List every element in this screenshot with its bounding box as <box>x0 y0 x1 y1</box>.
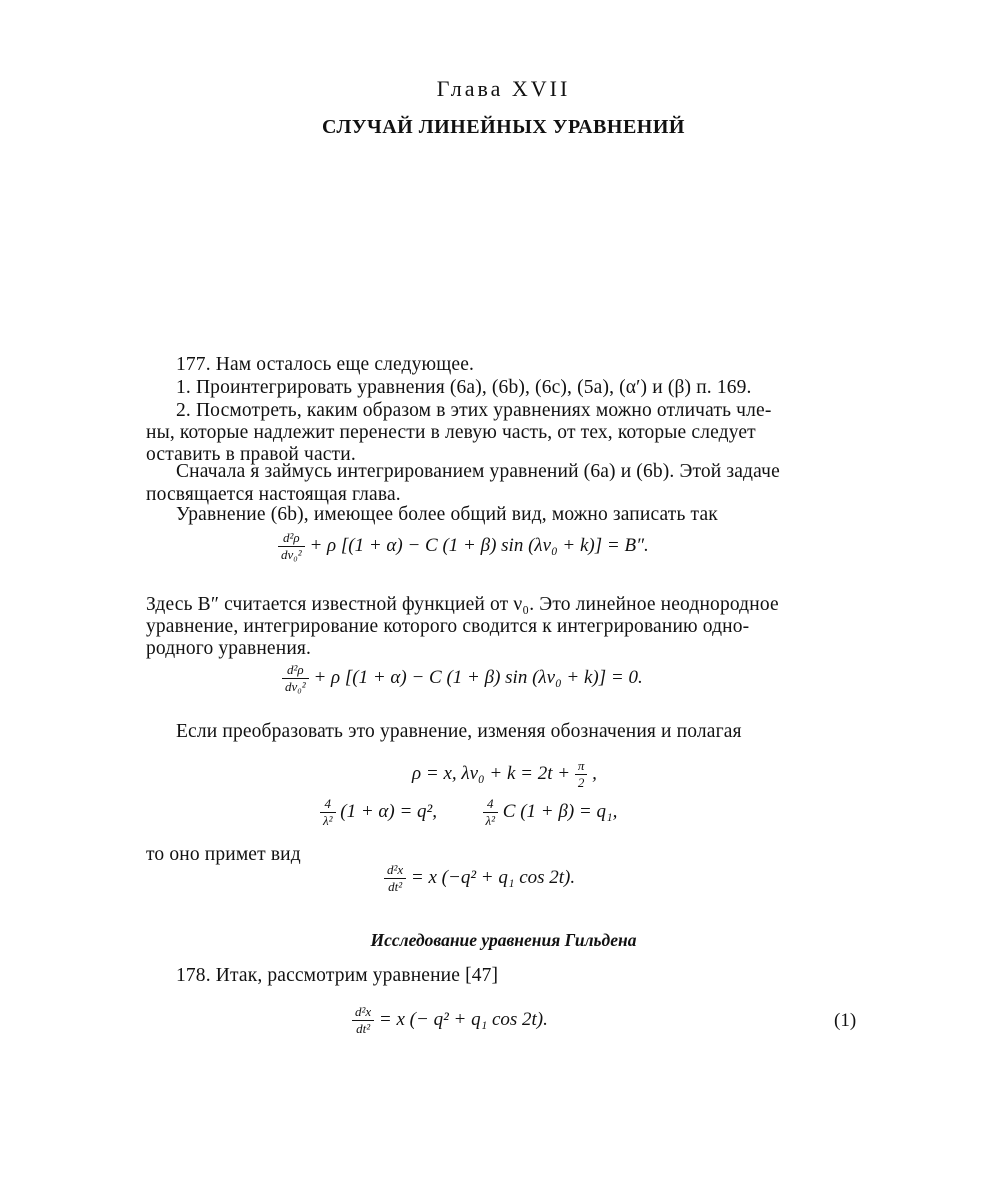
substitution-part-b: C (1 + β) = q₁, <box>502 800 618 822</box>
list-item-1: 1. Проинтегрировать уравнения (6а), (6b), (6с), (5а), (α′) и (β) п. 169. <box>176 377 752 398</box>
substitution-line-2 <box>320 796 617 829</box>
fraction-numerator: d²ρ <box>282 662 309 679</box>
fraction-denominator: λ² <box>485 813 496 828</box>
substitution-tail: , <box>592 762 597 784</box>
section-heading: Исследование уравнения Гильдена <box>370 930 637 950</box>
list-item-2-line-1: 2. Посмотреть, каким образом в этих уравнениях можно отличать чле- <box>176 400 772 421</box>
substitution-text: ρ = x, λν₀ + k = 2t + <box>412 762 571 784</box>
paragraph-here-line-2: уравнение, интегрирование которого сводится к интегрированию одно- <box>146 616 750 637</box>
equation-number: (1) <box>834 1010 857 1031</box>
substitution-part-a: (1 + α) = q², <box>340 800 437 822</box>
equation-2 <box>282 662 643 695</box>
fraction-denominator: 2 <box>577 775 585 790</box>
paragraph-first-line-2: посвящается настоящая глава. <box>146 484 401 505</box>
equation-rhs: = x (−q² + q₁ cos 2t). <box>410 866 576 888</box>
paragraph-here-line-1: Здесь B″ считается известной функцией от ν₀. Это линейное неоднородное <box>146 594 779 615</box>
fraction <box>320 796 336 829</box>
substitution-line-1 <box>412 758 597 791</box>
equation-rhs: = x (− q² + q₁ cos 2t). <box>378 1008 548 1030</box>
fraction-denominator: λ² <box>323 813 333 828</box>
fraction-numerator: 4 <box>320 796 336 813</box>
fraction <box>282 662 309 695</box>
equation-rhs: + ρ [(1 + α) − C (1 + β) sin (λν₀ + k)] = 0. <box>313 666 643 688</box>
fraction-pi-over-2 <box>575 758 588 791</box>
paragraph-177-intro: 177. Нам осталось еще следующее. <box>176 354 475 375</box>
fraction <box>278 530 305 563</box>
paragraph-178: 178. Итак, рассмотрим уравнение [47] <box>176 965 499 986</box>
list-item-2-line-2: ны, которые надлежит перенести в левую часть, от тех, которые следует <box>146 422 756 443</box>
fraction-numerator: d²ρ <box>278 530 305 547</box>
equation-rhs: + ρ [(1 + α) − C (1 + β) sin (λν₀ + k)] = B″. <box>309 534 649 556</box>
fraction-denominator: dν₀² <box>281 547 302 562</box>
list-item-2-line-3: оставить в правой части. <box>146 444 356 465</box>
equation-1 <box>278 530 649 563</box>
fraction-numerator: π <box>575 758 588 775</box>
fraction-numerator: d²x <box>384 862 406 879</box>
fraction-denominator: dt² <box>356 1021 371 1036</box>
paragraph-first-line-1: Сначала я займусь интегрированием уравнений (6а) и (6b). Этой задаче <box>176 461 780 482</box>
fraction <box>352 1004 374 1037</box>
paragraph-here-line-3: родного уравнения. <box>146 638 312 659</box>
fraction-numerator: 4 <box>483 796 499 813</box>
fraction-denominator: dt² <box>388 879 403 894</box>
fraction-numerator: d²x <box>352 1004 374 1021</box>
paragraph-transform: Если преобразовать это уравнение, изменяя обозначения и полагая <box>176 721 742 742</box>
chapter-title: СЛУЧАЙ ЛИНЕЙНЫХ УРАВНЕНИЙ <box>322 116 685 138</box>
chapter-number: Глава XVII <box>436 76 571 101</box>
equation-gylden <box>352 1004 548 1037</box>
fraction <box>483 796 499 829</box>
fraction-denominator: dν₀² <box>285 679 306 694</box>
paragraph-equation-intro: Уравнение (6b), имеющее более общий вид, можно записать так <box>176 504 718 525</box>
paragraph-then-form: то оно примет вид <box>146 844 301 865</box>
fraction <box>384 862 406 895</box>
equation-3 <box>384 862 575 895</box>
